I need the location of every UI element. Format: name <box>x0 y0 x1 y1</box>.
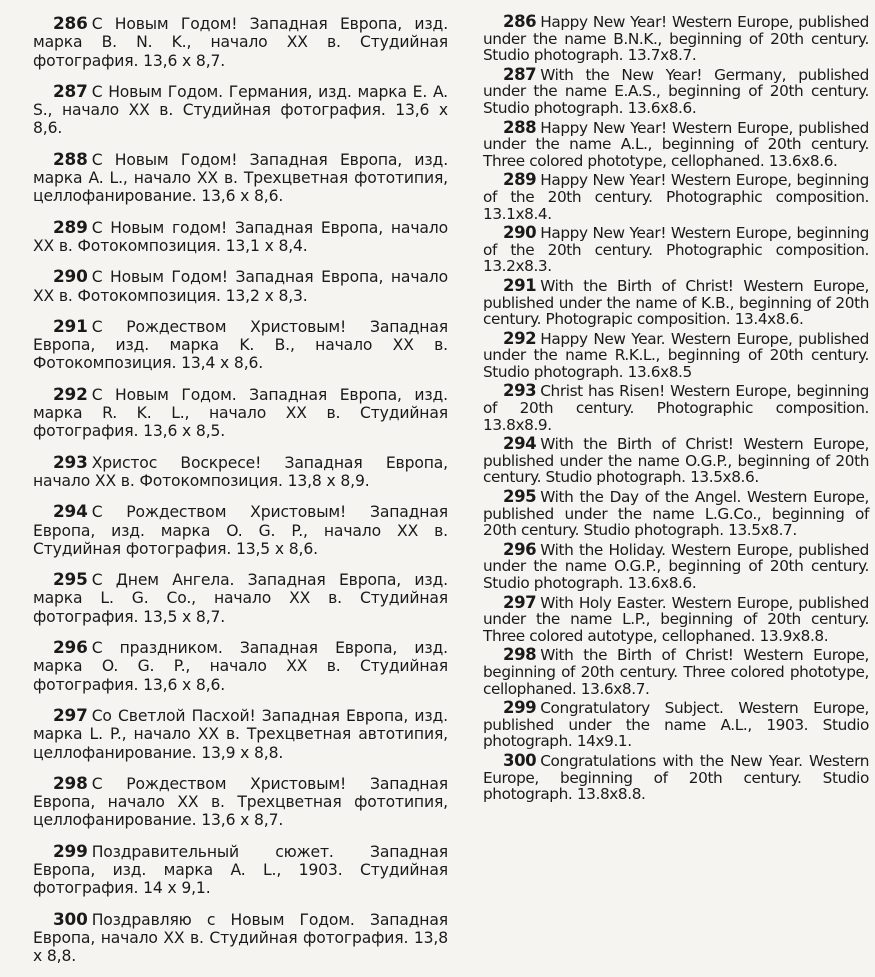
entry-number: 292 <box>503 328 537 348</box>
entry-text: Congratulations with the New Year. Western Europe, beginning of 20th century. Studio photograph. 13.8x8.8. <box>483 751 869 804</box>
catalog-entry <box>33 317 448 373</box>
catalog-entry <box>33 842 448 898</box>
catalog-entry <box>483 383 869 433</box>
catalog-entry <box>33 638 448 694</box>
entry-number: 294 <box>503 434 537 454</box>
entry-text: With the Holiday. Western Europe, published under the name O.G.P., beginning of 20th century. Studio photograph. 13.6x8.6. <box>483 540 869 592</box>
entry-text: С Днем Ангела. Западная Европа, изд. марка L. G. Co., начало XX в. Студийная фотография. 13,5 x 8,7. <box>33 571 448 626</box>
entry-number: 289 <box>503 170 537 190</box>
catalog-entry <box>33 502 448 558</box>
entry-text: Happy New Year! Western Europe, beginning of the 20th century. Photographic composition. 13.2x8.3. <box>483 224 869 276</box>
entry-number: 295 <box>53 569 88 590</box>
entry-number: 296 <box>53 637 88 658</box>
entry-number: 291 <box>53 315 88 336</box>
entry-number: 286 <box>503 12 537 31</box>
entry-text: Happy New Year! Western Europe, published under the name A.L., beginning of 20th century. Three colored phototype, cellophaned. 13.6x8.6. <box>483 118 869 170</box>
catalog-entry <box>33 267 448 305</box>
entry-number: 287 <box>53 80 88 101</box>
entry-text: With Holy Easter. Western Europe, published under the name L.P., beginning of 20th century. Three colored autotype, cellophaned. 13.9x8.8. <box>483 593 869 645</box>
entry-number: 300 <box>503 750 537 770</box>
entry-number: 294 <box>53 501 88 522</box>
entry-number: 293 <box>53 451 88 472</box>
catalog-entry <box>483 172 869 222</box>
entry-number: 290 <box>53 266 88 287</box>
catalog-entry <box>33 385 448 441</box>
entry-number: 288 <box>503 117 537 137</box>
entry-number: 286 <box>53 13 88 33</box>
entry-text: Happy New Year! Western Europe, published under the name B.N.K., beginning of 20th century. Studio photograph. 13.7x8.7. <box>483 13 869 65</box>
entry-text: С Рождеством Христовым! Западная Европа, изд. марка K. B., начало XX в. Фотокомпозиция. 13,4 x 8,6. <box>33 317 448 373</box>
catalog-entry <box>33 910 448 966</box>
catalog-entry <box>483 14 869 64</box>
catalog-entry <box>33 150 448 206</box>
entry-text: С Рождеством Христовым! Западная Европа, начало XX в. Трехцветная фототипия, целлофанирование. 13,6 x 8,7. <box>33 774 448 830</box>
entry-number: 287 <box>503 64 537 84</box>
catalog-entry <box>33 570 448 626</box>
catalog-entry <box>483 225 869 275</box>
catalog-entry <box>33 82 448 138</box>
catalog-entry <box>483 647 869 697</box>
entry-text: С Новым Годом! Западная Европа, начало XX в. Фотокомпозиция. 13,2 x 8,3. <box>33 268 448 305</box>
entry-number: 297 <box>53 704 88 725</box>
entry-text: Christ has Risen! Western Europe, beginning of 20th century. Photographic composition. 13.8x8.9. <box>483 382 869 434</box>
entry-text: С Новым Годом! Западная Европа, изд. марка A. L., начало XX в. Трехцветная фототипия, целлофанирование. 13,6 x 8,6. <box>33 150 448 206</box>
catalog-entry <box>33 453 448 491</box>
entry-number: 290 <box>503 223 537 243</box>
catalog-entry <box>483 275 869 329</box>
english-column <box>483 14 869 806</box>
entry-number: 299 <box>503 698 537 718</box>
entry-number: 297 <box>503 592 537 612</box>
entry-number: 298 <box>53 772 88 793</box>
entry-text: With the Birth of Christ! Western Europe, beginning of 20th century. Three colored phototype, cellophaned. 13.6x8.7. <box>483 646 869 698</box>
entry-text: С Новым Годом. Западная Европа, изд. марка R. K. L., начало XX в. Студийная фотография. 13,6 x 8,5. <box>33 385 448 441</box>
catalog-entry <box>33 774 448 830</box>
entry-text: With the Birth of Christ! Western Europe, published under the name of K.B., beginning of 20th century. Photograpic composition. 13.4x8.6. <box>483 276 869 329</box>
entry-text: Со Светлой Пасхой! Западная Европа, изд. марка L. P., начало XX в. Трехцветная автотипия, целлофанирование. 13,9 x 8,8. <box>33 706 448 762</box>
catalog-entry <box>33 706 448 762</box>
catalog-entry <box>33 218 448 256</box>
catalog-entry <box>33 14 448 70</box>
entry-text: С Новым Годом. Германия, изд. марка E. A. S., начало XX в. Студийная фотография. 13,6 x 8,6. <box>33 82 448 138</box>
entry-text: With the Birth of Christ! Western Europe, published under the name O.G.P., beginning of 20th century. Studio photograph. 13.5x8.6. <box>483 435 869 487</box>
catalog-entry <box>483 700 869 750</box>
entry-text: With the New Year! Germany, published under the name E.A.S., beginning of 20th century. Studio photograph. 13.6x8.6. <box>483 65 869 117</box>
entry-text: С Новым годом! Западная Европа, начало XX в. Фотокомпозиция. 13,1 x 8,4. <box>33 218 448 255</box>
catalog-entry <box>483 328 869 381</box>
entry-number: 296 <box>503 539 537 559</box>
catalog-entry <box>483 436 869 486</box>
russian-column <box>33 14 448 977</box>
entry-number: 293 <box>503 381 537 401</box>
entry-number: 295 <box>503 487 537 507</box>
entry-number: 291 <box>503 275 537 295</box>
entry-text: Поздравительный сюжет. Западная Европа, изд. марка A. L., 1903. Студийная фотография. 14 x 9,1. <box>33 842 448 898</box>
entry-number: 300 <box>53 908 88 929</box>
entry-text: С Новым Годом! Западная Европа, изд. марка B. N. K., начало XX в. Студийная фотография. 13,6 x 8,7. <box>33 15 448 70</box>
entry-number: 288 <box>53 148 88 169</box>
entry-number: 298 <box>503 645 537 665</box>
entry-text: With the Day of the Angel. Western Europe, published under the name L.G.Co., beginning of 20th century. Studio photograph. 13.5x8.7. <box>483 488 869 540</box>
catalog-entry <box>483 117 869 170</box>
entry-text: Христос Воскресе! Западная Европа, начало XX в. Фотокомпозиция. 13,8 x 8,9. <box>33 453 448 490</box>
entry-text: Happy New Year. Western Europe, published under the name R.K.L., beginning of 20th century. Studio photograph. 13.6x8.5 <box>483 329 869 381</box>
catalog-entry <box>483 64 869 117</box>
entry-text: Поздравляю с Новым Годом. Западная Европа, начало XX в. Студийная фотография. 13,8 x 8,8. <box>33 910 448 966</box>
entry-number: 299 <box>53 840 88 861</box>
entry-text: Congratulatory Subject. Western Europe, published under the name A.L., 1903. Studio photograph. 14x9.1. <box>483 699 869 751</box>
entry-text: С Рождеством Христовым! Западная Европа, изд. марка O. G. P., начало XX в. Студийная фотография. 13,5 x 8,6. <box>33 503 448 558</box>
catalog-entry <box>483 489 869 539</box>
entry-number: 289 <box>53 216 88 237</box>
entry-number: 292 <box>53 383 88 404</box>
catalog-entry <box>483 539 869 592</box>
catalog-entry <box>483 592 869 645</box>
catalog-entry <box>483 750 869 804</box>
entry-text: Happy New Year! Western Europe, beginning of the 20th century. Photographic composition. 13.1x8.4. <box>483 171 869 223</box>
entry-text: С праздником. Западная Европа, изд. марка O. G. P., начало XX в. Студийная фотография. 13,6 x 8,6. <box>33 639 448 694</box>
